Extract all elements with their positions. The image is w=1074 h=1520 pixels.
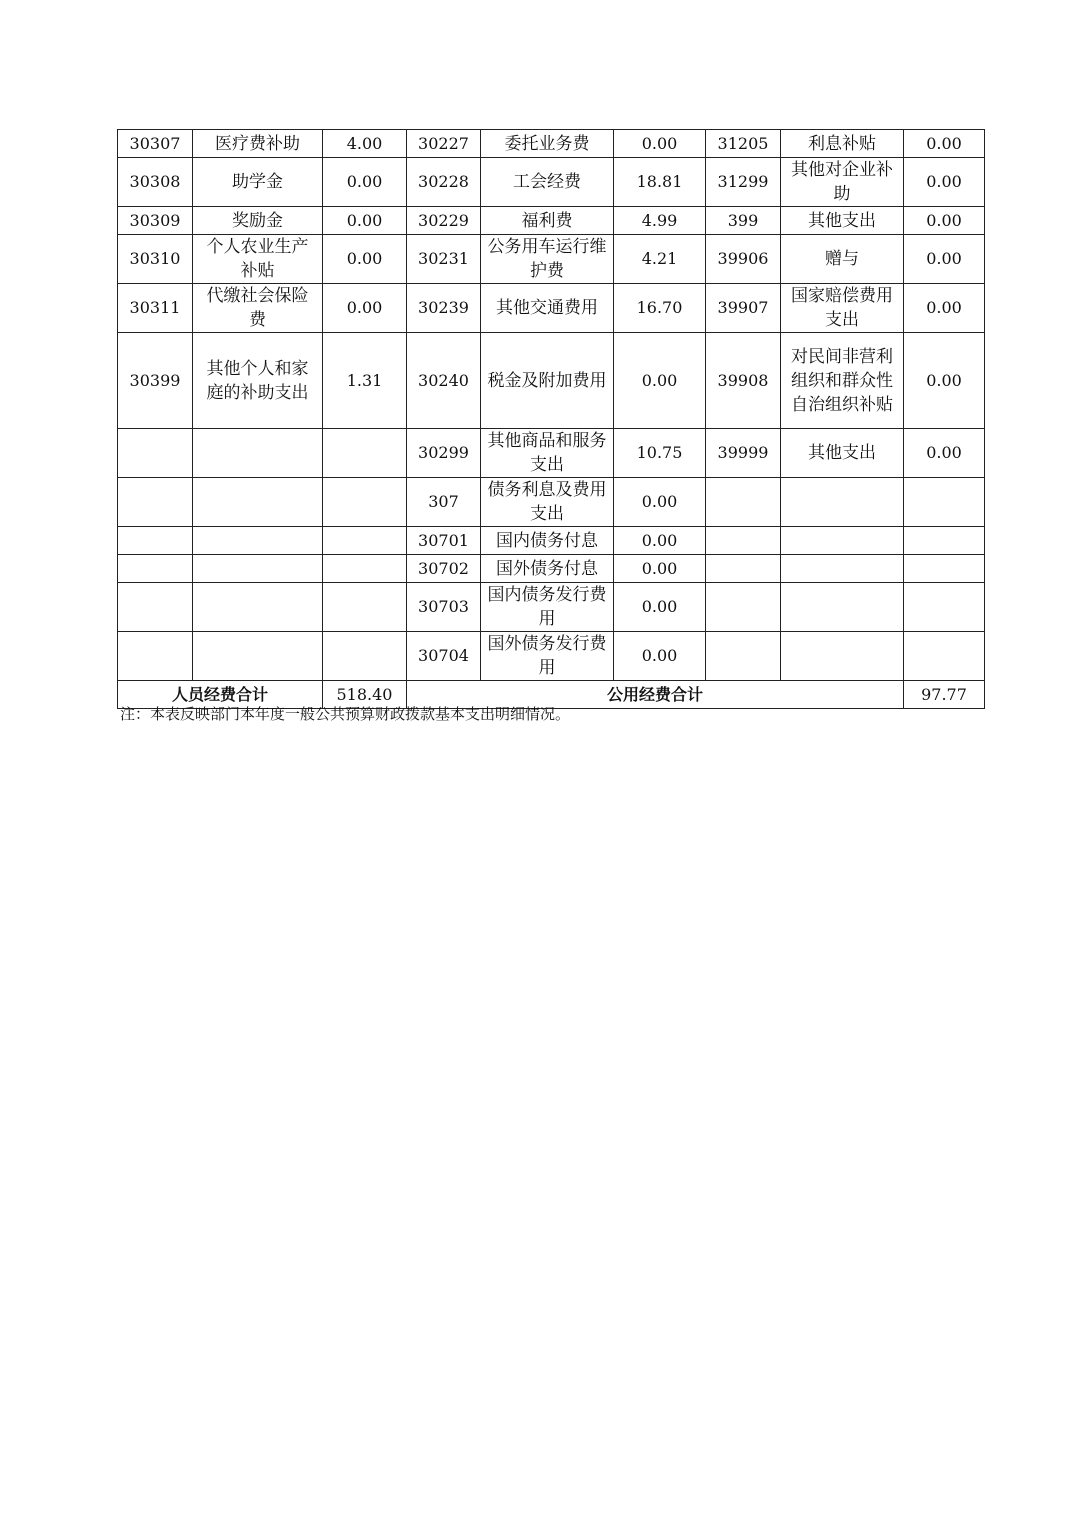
group2-amount-cell: 0.00 (614, 527, 706, 555)
group1-amount-cell (323, 632, 407, 681)
group2-code-cell: 30229 (407, 207, 481, 235)
group2-name-cell: 委托业务费 (481, 130, 614, 158)
group2-amount-cell: 4.99 (614, 207, 706, 235)
group3-name-cell: 赠与 (781, 235, 904, 284)
group1-code-cell (118, 555, 193, 583)
group2-code-cell: 30228 (407, 158, 481, 207)
group1-name-cell: 助学金 (193, 158, 323, 207)
table-row (118, 478, 985, 527)
group2-amount-cell: 0.00 (614, 632, 706, 681)
group2-name-cell: 福利费 (481, 207, 614, 235)
table-row (118, 527, 985, 555)
table-row (118, 555, 985, 583)
group1-code-cell: 30311 (118, 284, 193, 333)
group1-code-cell (118, 429, 193, 478)
public-total-label: 公用经费合计 (407, 681, 904, 709)
group2-name-cell: 公务用车运行维护费 (481, 235, 614, 284)
group2-amount-cell: 10.75 (614, 429, 706, 478)
group2-code-cell: 30231 (407, 235, 481, 284)
table-note: 注：本表反映部门本年度一般公共预算财政拨款基本支出明细情况。 (120, 705, 571, 723)
group1-amount-cell: 1.31 (323, 333, 407, 429)
group2-name-cell: 国内债务付息 (481, 527, 614, 555)
group3-amount-cell (904, 555, 985, 583)
group2-amount-cell: 0.00 (614, 130, 706, 158)
public-total-value: 97.77 (904, 681, 985, 709)
table-row (118, 130, 985, 158)
group2-code-cell: 30701 (407, 527, 481, 555)
group2-code-cell: 30704 (407, 632, 481, 681)
table-row (118, 235, 985, 284)
group2-amount-cell: 0.00 (614, 555, 706, 583)
group3-name-cell: 利息补贴 (781, 130, 904, 158)
group2-amount-cell: 0.00 (614, 333, 706, 429)
group1-amount-cell (323, 583, 407, 632)
group1-code-cell: 30310 (118, 235, 193, 284)
group2-code-cell: 30240 (407, 333, 481, 429)
group3-name-cell: 国家赔偿费用支出 (781, 284, 904, 333)
group1-code-cell (118, 527, 193, 555)
group2-name-cell: 税金及附加费用 (481, 333, 614, 429)
group2-amount-cell: 16.70 (614, 284, 706, 333)
group2-amount-cell: 4.21 (614, 235, 706, 284)
group3-code-cell: 31299 (706, 158, 781, 207)
group3-amount-cell (904, 478, 985, 527)
table-row (118, 207, 985, 235)
group2-name-cell: 国外债务发行费用 (481, 632, 614, 681)
budget-detail-table (117, 129, 985, 709)
group3-code-cell: 31205 (706, 130, 781, 158)
group3-name-cell: 对民间非营利组织和群众性自治组织补贴 (781, 333, 904, 429)
group1-amount-cell: 0.00 (323, 235, 407, 284)
group3-name-cell (781, 583, 904, 632)
group3-amount-cell (904, 632, 985, 681)
group1-name-cell: 其他个人和家庭的补助支出 (193, 333, 323, 429)
group3-amount-cell (904, 583, 985, 632)
group1-name-cell: 代缴社会保险费 (193, 284, 323, 333)
group1-code-cell (118, 478, 193, 527)
table-row (118, 333, 985, 429)
table-row (118, 284, 985, 333)
group1-name-cell (193, 527, 323, 555)
group1-code-cell: 30307 (118, 130, 193, 158)
group3-name-cell: 其他支出 (781, 207, 904, 235)
group2-name-cell: 国外债务付息 (481, 555, 614, 583)
group2-name-cell: 其他交通费用 (481, 284, 614, 333)
group3-amount-cell: 0.00 (904, 429, 985, 478)
group3-name-cell (781, 478, 904, 527)
group2-name-cell: 工会经费 (481, 158, 614, 207)
group2-code-cell: 30702 (407, 555, 481, 583)
personnel-total-label: 人员经费合计 (118, 681, 323, 709)
group2-code-cell: 30227 (407, 130, 481, 158)
group3-amount-cell: 0.00 (904, 158, 985, 207)
group1-name-cell (193, 429, 323, 478)
group2-name-cell: 债务利息及费用支出 (481, 478, 614, 527)
group2-name-cell: 国内债务发行费用 (481, 583, 614, 632)
group3-amount-cell: 0.00 (904, 235, 985, 284)
group3-amount-cell: 0.00 (904, 284, 985, 333)
group2-code-cell: 30703 (407, 583, 481, 632)
group1-amount-cell (323, 478, 407, 527)
group3-amount-cell: 0.00 (904, 130, 985, 158)
group3-name-cell: 其他支出 (781, 429, 904, 478)
group2-amount-cell: 0.00 (614, 583, 706, 632)
group1-amount-cell: 0.00 (323, 158, 407, 207)
group3-code-cell: 39908 (706, 333, 781, 429)
table-row (118, 583, 985, 632)
group3-name-cell: 其他对企业补助 (781, 158, 904, 207)
table-row (118, 632, 985, 681)
group2-amount-cell: 0.00 (614, 478, 706, 527)
group3-code-cell (706, 632, 781, 681)
group1-code-cell: 30309 (118, 207, 193, 235)
group3-code-cell (706, 555, 781, 583)
group3-name-cell (781, 632, 904, 681)
group2-name-cell: 其他商品和服务支出 (481, 429, 614, 478)
group3-code-cell: 39907 (706, 284, 781, 333)
group1-name-cell (193, 478, 323, 527)
group1-amount-cell: 0.00 (323, 284, 407, 333)
group1-name-cell: 奖励金 (193, 207, 323, 235)
group1-name-cell: 医疗费补助 (193, 130, 323, 158)
group3-amount-cell: 0.00 (904, 333, 985, 429)
group2-amount-cell: 18.81 (614, 158, 706, 207)
table-row (118, 158, 985, 207)
group1-code-cell: 30308 (118, 158, 193, 207)
group1-name-cell: 个人农业生产补贴 (193, 235, 323, 284)
group3-amount-cell (904, 527, 985, 555)
group3-code-cell: 39999 (706, 429, 781, 478)
table-row (118, 429, 985, 478)
group3-code-cell: 399 (706, 207, 781, 235)
group1-code-cell (118, 583, 193, 632)
group1-name-cell (193, 583, 323, 632)
group1-name-cell (193, 555, 323, 583)
group2-code-cell: 30239 (407, 284, 481, 333)
personnel-total-value: 518.40 (323, 681, 407, 709)
group1-amount-cell (323, 555, 407, 583)
group2-code-cell: 307 (407, 478, 481, 527)
group1-name-cell (193, 632, 323, 681)
group1-code-cell (118, 632, 193, 681)
group1-amount-cell (323, 429, 407, 478)
group1-amount-cell: 0.00 (323, 207, 407, 235)
group3-name-cell (781, 527, 904, 555)
group2-code-cell: 30299 (407, 429, 481, 478)
group3-code-cell: 39906 (706, 235, 781, 284)
group3-name-cell (781, 555, 904, 583)
group3-code-cell (706, 583, 781, 632)
group1-code-cell: 30399 (118, 333, 193, 429)
group3-amount-cell: 0.00 (904, 207, 985, 235)
group1-amount-cell: 4.00 (323, 130, 407, 158)
group1-amount-cell (323, 527, 407, 555)
group3-code-cell (706, 478, 781, 527)
group3-code-cell (706, 527, 781, 555)
